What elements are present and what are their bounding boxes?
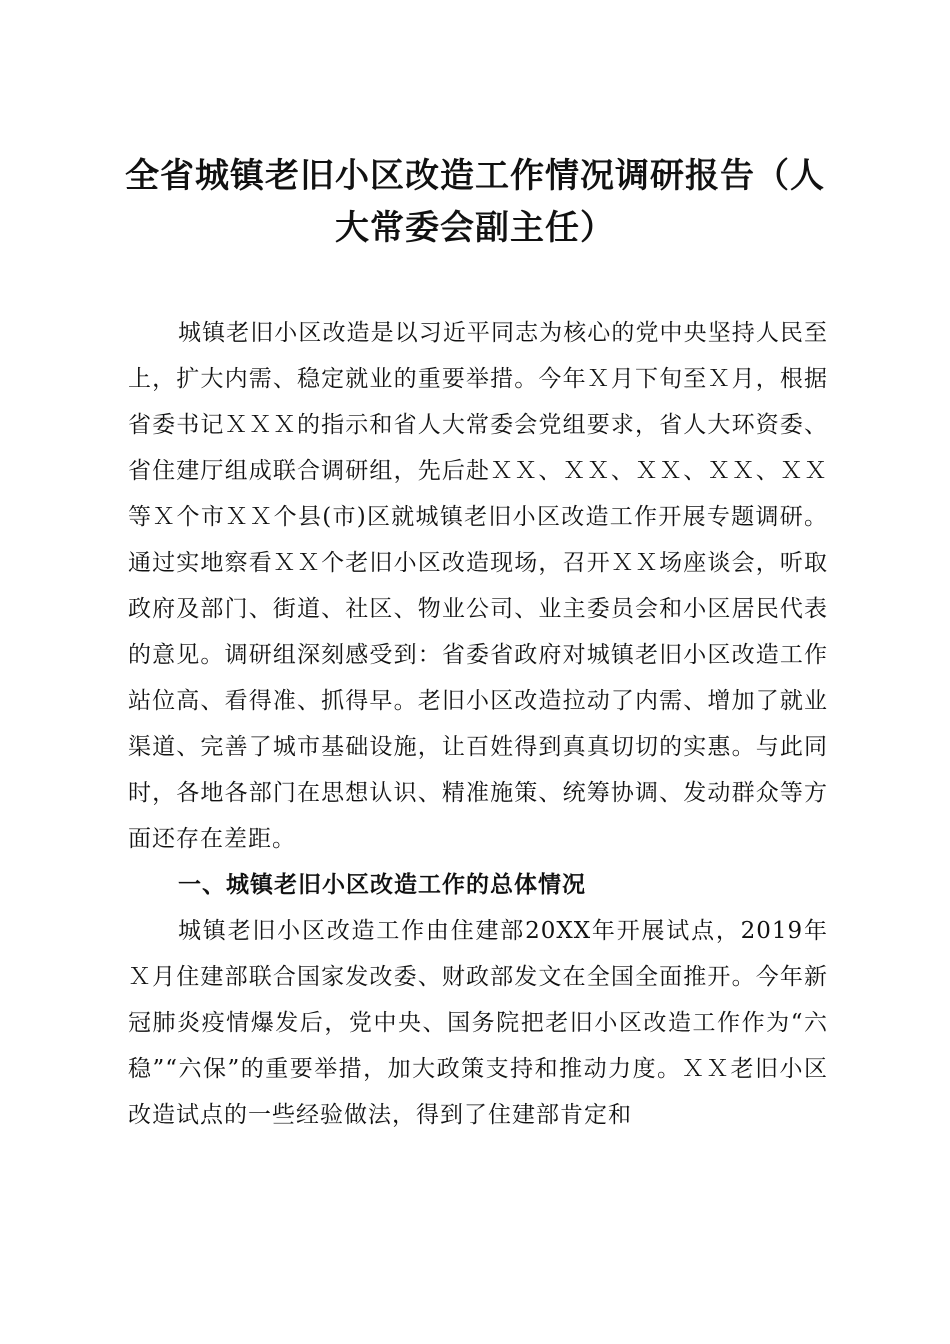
document-body (128, 310, 828, 1138)
intro-paragraph: 城镇老旧小区改造是以习近平同志为核心的党中央坚持人民至上，扩大内需、稳定就业的重要举措。今年Ｘ月下旬至Ｘ月，根据省委书记ＸＸＸ的指示和省人大常委会党组要求，省人大环资委、省住建厅组成联合调研组，先后赴ＸＸ、ＸＸ、ＸＸ、ＸＸ、ＸＸ等Ｘ个市ＸＸ个县(市)区就城镇老旧小区改造工作开展专题调研。通过实地察看ＸＸ个老旧小区改造现场，召开ＸＸ场座谈会，听取政府及部门、街道、社区、物业公司、业主委员会和小区居民代表的意见。调研组深刻感受到：省委省政府对城镇老旧小区改造工作站位高、看得准、抓得早。老旧小区改造拉动了内需、增加了就业渠道、完善了城市基础设施，让百姓得到真真切切的实惠。与此同时，各地各部门在思想认识、精准施策、统筹协调、发动群众等方面还存在差距。 (128, 320, 828, 852)
section-paragraph: 城镇老旧小区改造工作由住建部20XX年开展试点，2019年Ｘ月住建部联合国家发改委、财政部发文在全国全面推开。今年新冠肺炎疫情爆发后，党中央、国务院把老旧小区改造工作作为“六稳”“六保”的重要举措，加大政策支持和推动力度。ＸＸ老旧小区改造试点的一些经验做法，得到了住建部肯定和 (128, 918, 828, 1128)
section-heading: 一、城镇老旧小区改造工作的总体情况 (178, 872, 586, 898)
document-title: 全省城镇老旧小区改造工作情况调研报告（人大常委会副主任） (125, 156, 825, 248)
